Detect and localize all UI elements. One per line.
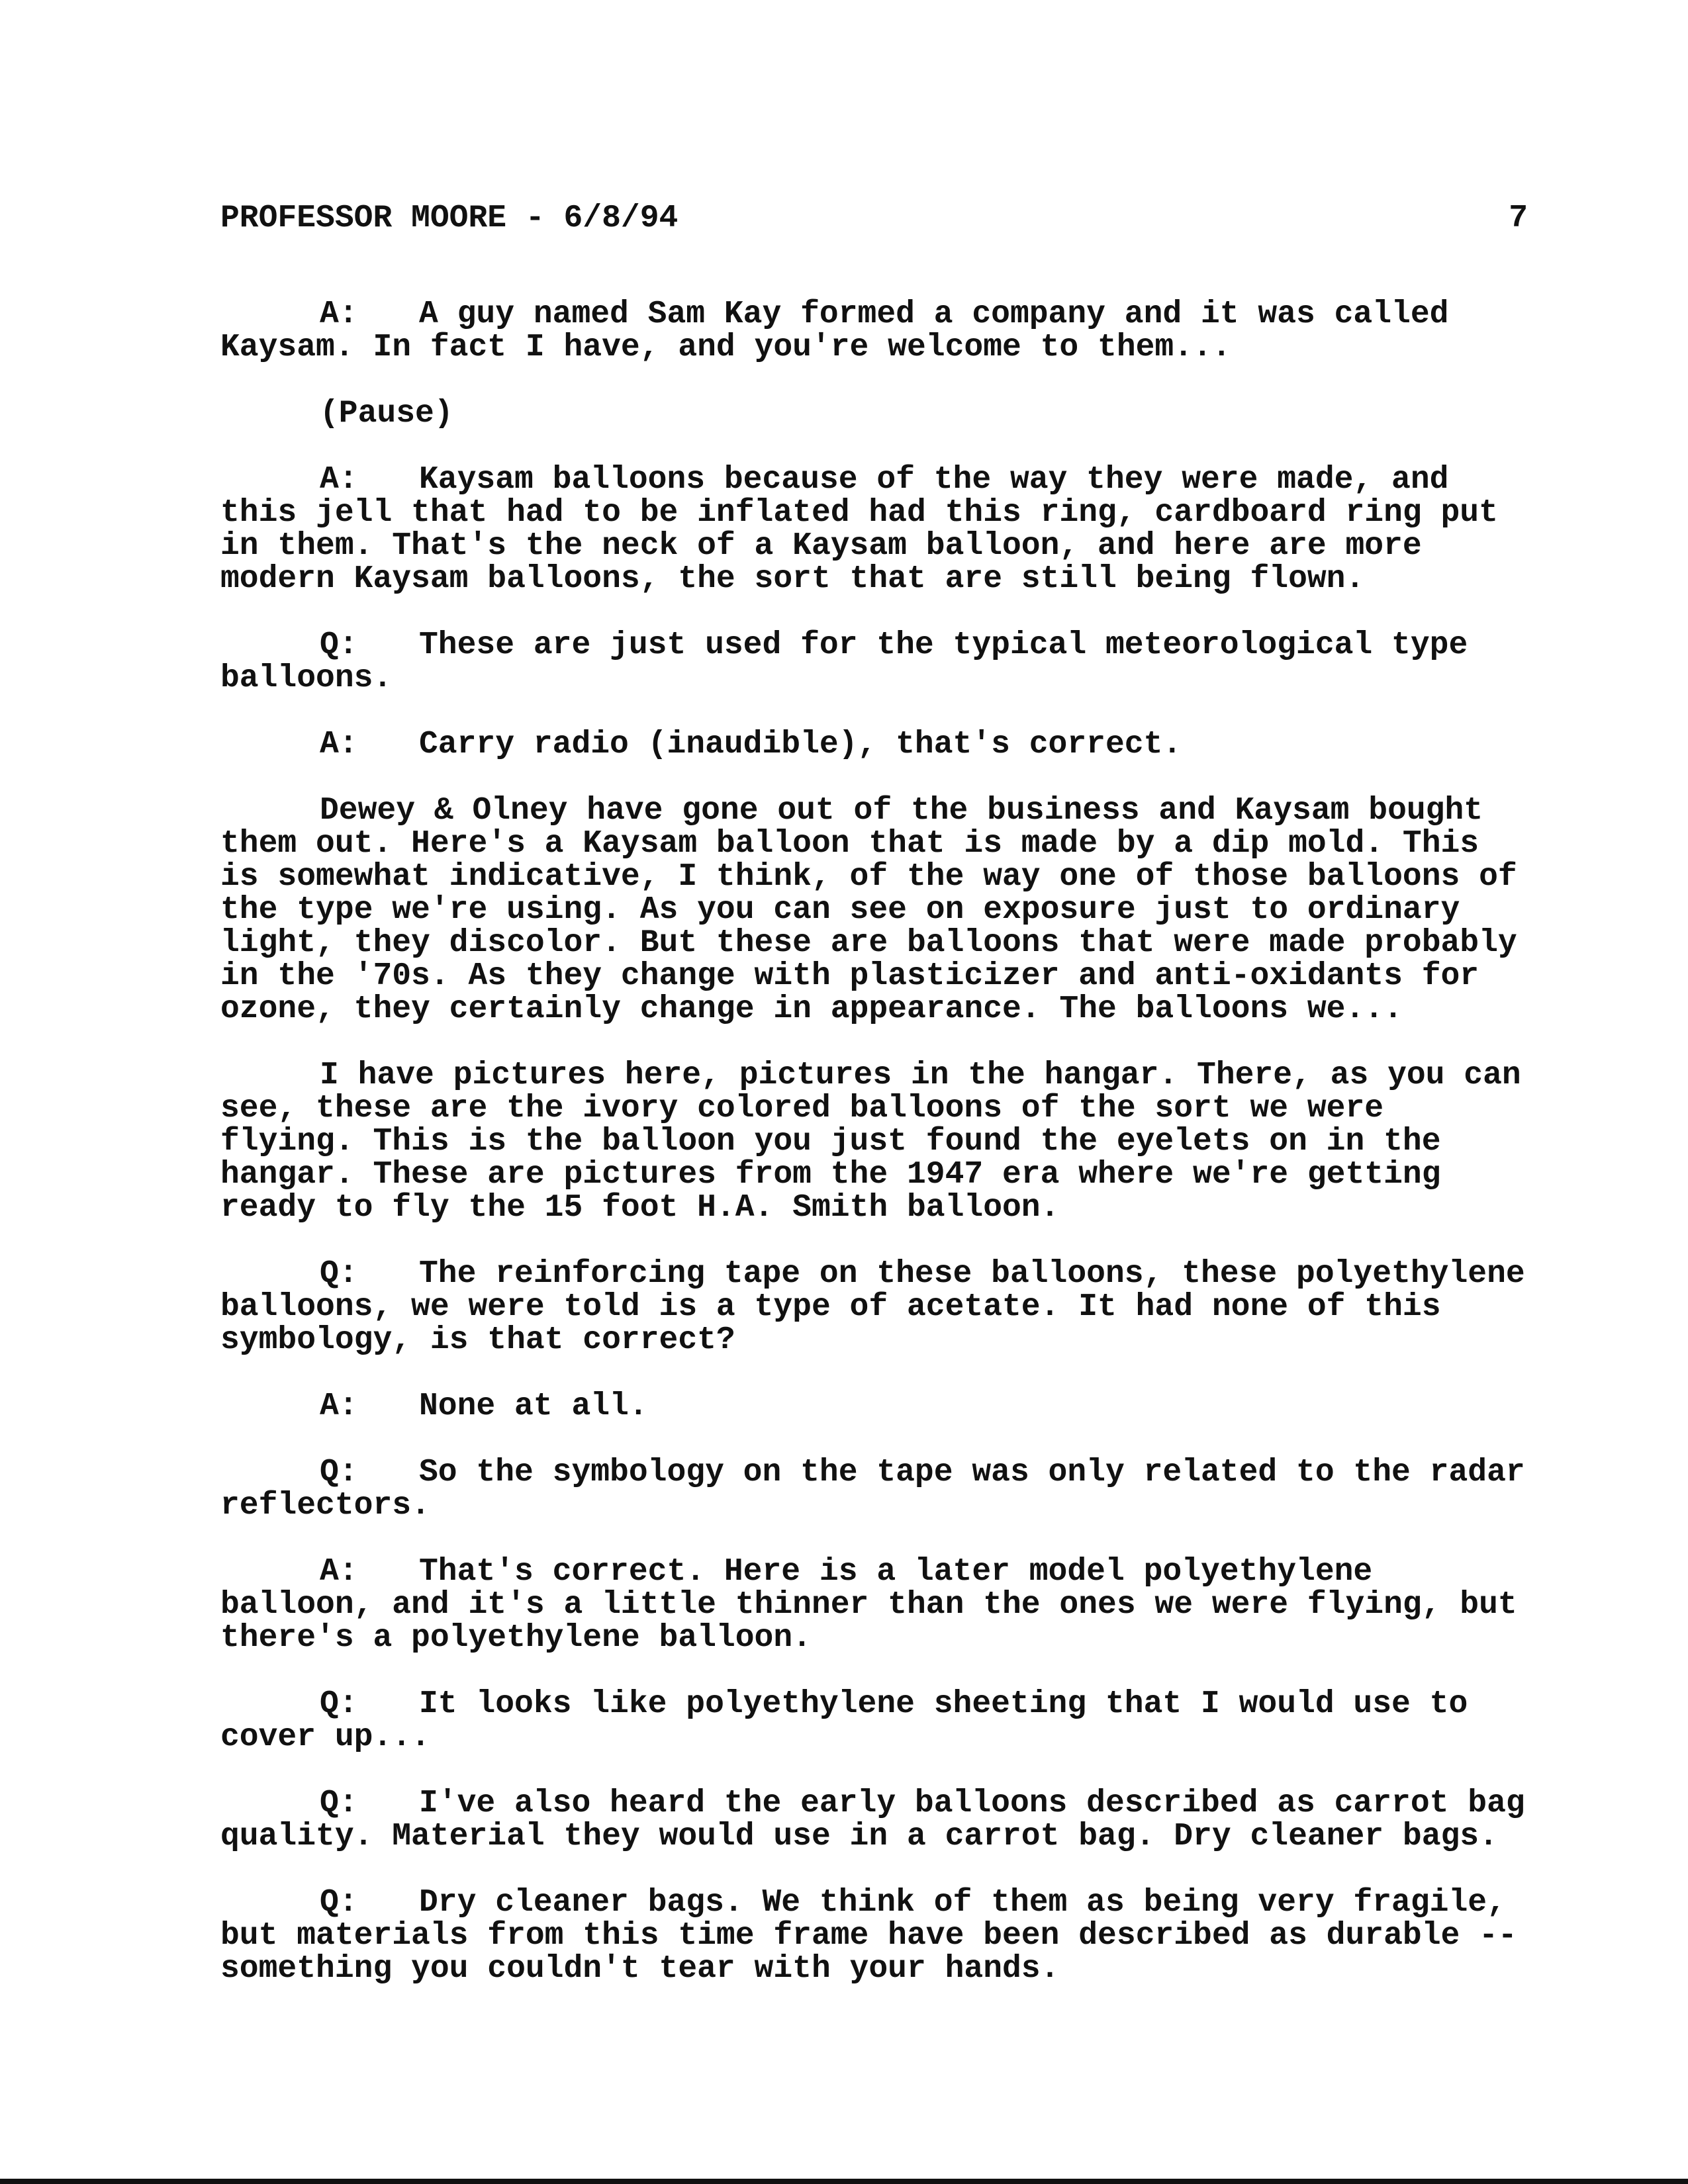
paragraph-text: Kaysam balloons because of the way they were made, and this jell that had to be inflated had this ring, cardboard ring put in them. That's the neck of a Kaysam balloon, and here are more modern Kaysam balloons, the sort that are still being flown. [220, 462, 1498, 597]
paragraph-text: I have pictures here, pictures in the hangar. There, as you can see, these are the ivory colored balloons of the sort we were flying. This is the balloon you just found the eyelets on in the hangar. These are pictures from the 1947 era where we're getting ready to fly the 15 foot H.A. Smith balloon. [220, 1058, 1521, 1226]
speaker-label: Q: [320, 1885, 358, 1921]
paragraph-text: It looks like polyethylene sheeting that I would use to cover up... [220, 1686, 1468, 1755]
paragraph-1 [220, 298, 1528, 364]
paragraph-6 [220, 794, 1528, 1026]
speaker-label: Q: [320, 1686, 358, 1722]
paragraph-text: These are just used for the typical meteorological type balloons. [220, 627, 1468, 696]
speaker-label: A: [320, 1388, 358, 1424]
page-header [220, 199, 1528, 238]
paragraph-text: That's correct. Here is a later model polyethylene balloon, and it's a little thinner than the ones we were flying, but there's a polyethylene balloon. [220, 1554, 1517, 1656]
transcript-body [220, 298, 1528, 2019]
speaker-label: A: [320, 296, 358, 332]
page-number: 7 [1509, 201, 1528, 236]
speaker-label: A: [320, 462, 358, 498]
speaker-label: Q: [320, 627, 358, 663]
paragraph-9 [220, 1390, 1528, 1423]
paragraph-14 [220, 1886, 1528, 1985]
paragraph-text: Dry cleaner bags. We think of them as being very fragile, but materials from this time frame have been described as durable -- something you couldn't tear with your hands. [220, 1885, 1517, 1987]
paragraph-2 [220, 397, 1528, 430]
paragraph-text: Carry radio (inaudible), that's correct. [419, 727, 1182, 762]
page-bottom-edge [0, 2179, 1688, 2184]
paragraph-text: The reinforcing tape on these balloons, these polyethylene balloons, we were told is a type of acetate. It had none of this symbology, is that correct? [220, 1256, 1525, 1358]
paragraph-3 [220, 463, 1528, 596]
paragraph-text: (Pause) [320, 396, 453, 432]
speaker-label: Q: [320, 1455, 358, 1490]
paragraph-13 [220, 1787, 1528, 1853]
speaker-label: Q: [320, 1786, 358, 1821]
speaker-label: Q: [320, 1256, 358, 1292]
paragraph-text: I've also heard the early balloons described as carrot bag quality. Material they would use in a carrot bag. Dry cleaner bags. [220, 1786, 1525, 1854]
header-title: PROFESSOR MOORE - 6/8/94 [220, 201, 679, 236]
paragraph-8 [220, 1257, 1528, 1357]
paragraph-text: None at all. [419, 1388, 648, 1424]
paragraph-7 [220, 1059, 1528, 1224]
paragraph-5 [220, 728, 1528, 761]
paragraph-11 [220, 1555, 1528, 1655]
paragraph-12 [220, 1688, 1528, 1754]
speaker-label: A: [320, 1554, 358, 1590]
paragraph-text: A guy named Sam Kay formed a company and it was called Kaysam. In fact I have, and you're welcome to them... [220, 296, 1449, 365]
paragraph-10 [220, 1456, 1528, 1522]
paragraph-text: Dewey & Olney have gone out of the business and Kaysam bought them out. Here's a Kaysam balloon that is made by a dip mold. This is somewhat indicative, I think, of the way one of those balloons of the type we're using. As you can see on exposure just to ordinary light, they discolor. But these are balloons that were made probably in the '70s. As they change with plasticizer and anti-oxidants for ozone, they certainly change in appearance. The balloons we... [220, 793, 1517, 1027]
paragraph-4 [220, 629, 1528, 695]
speaker-label: A: [320, 727, 358, 762]
paragraph-text: So the symbology on the tape was only related to the radar reflectors. [220, 1455, 1525, 1524]
